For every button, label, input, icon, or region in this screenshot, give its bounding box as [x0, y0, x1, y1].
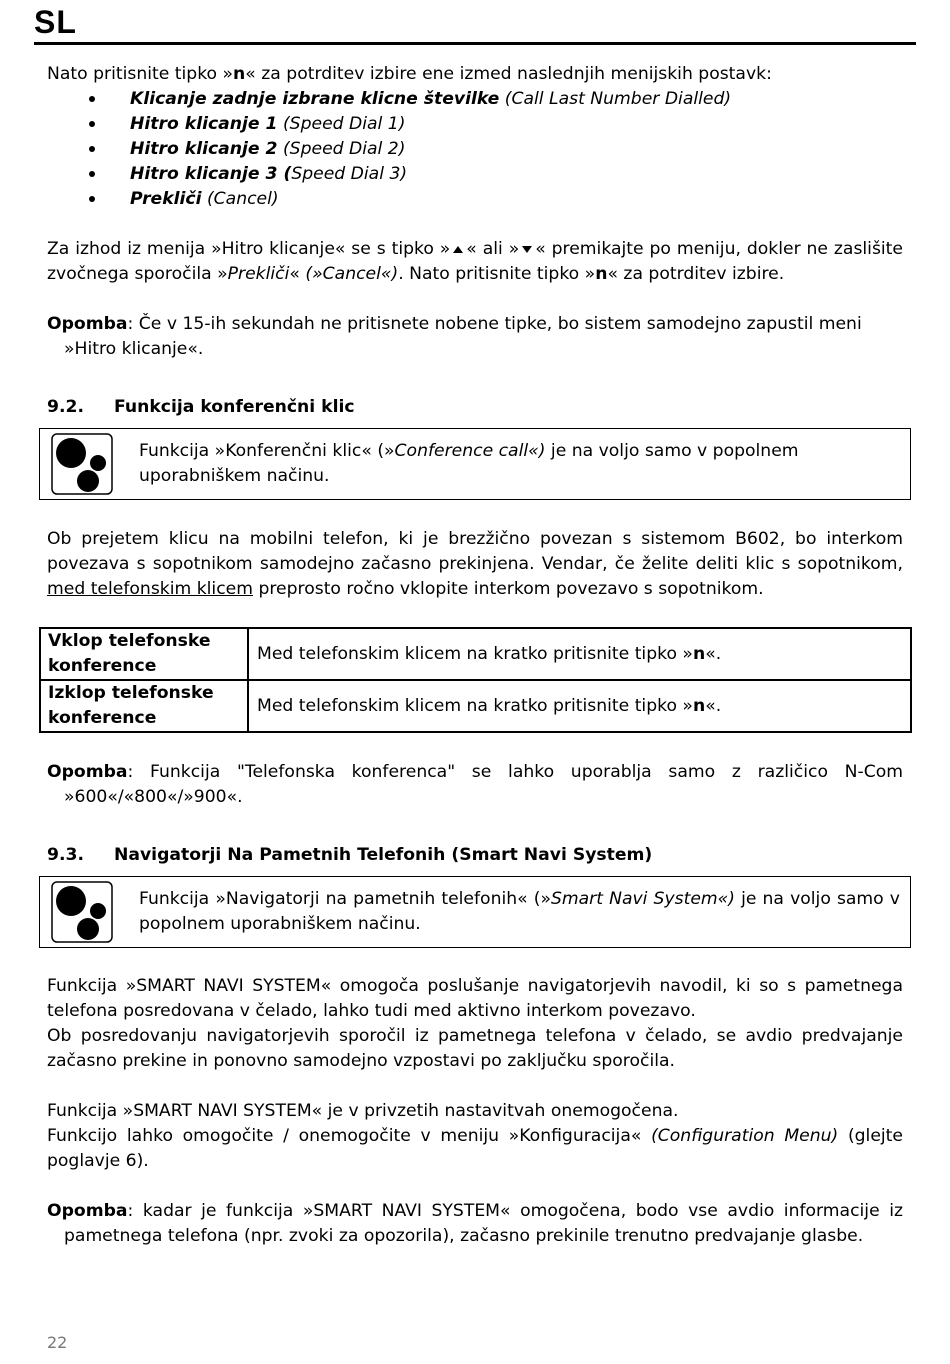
info-box-text: Funkcija »Konferenčni klic« (»Conference call«) je na voljo samo v popolnem uporabniškem načinu.: [139, 441, 799, 486]
info-box-text: Funkcija »Navigatorji na pametnih telefonih« (»Smart Navi System«) je na voljo samo v popolnem uporabniškem načinu.: [139, 889, 900, 934]
list-item: Hitro klicanje 1 (Speed Dial 1): [47, 112, 903, 137]
table-label-cell: Vklop telefonske konference: [40, 628, 248, 680]
section-title: Navigatorji Na Pametnih Telefonih (Smart Navi System): [114, 845, 653, 865]
note-label: Opomba: [47, 762, 128, 782]
page-content: [47, 62, 903, 1249]
triangle-up-icon: [453, 246, 463, 253]
smart-navi-paragraph-1: Funkcija »SMART NAVI SYSTEM« omogoča poslušanje navigatorjevih navodil, ki so s pametnega telefona posredovana v čelado, lahko tudi med aktivno interkom povezavo.: [47, 976, 903, 1021]
three-buttons-icon: [51, 433, 113, 495]
table-row: [40, 628, 911, 680]
header-rule: [34, 42, 916, 45]
smart-navi-paragraph-3: Funkcija »SMART NAVI SYSTEM« je v privzetih nastavitvah onemogočena.: [47, 1101, 679, 1121]
three-buttons-icon: [51, 881, 113, 943]
list-item: Prekliči (Cancel): [47, 187, 903, 212]
table-value-cell: Med telefonskim klicem na kratko pritisnite tipko »n«.: [248, 680, 911, 732]
conference-paragraph: Ob prejetem klicu na mobilni telefon, ki je brezžično povezan s sistemom B602, bo interkom povezava s sopotnikom samodejno začasno prekinjena. Vendar, če želite deliti klic s sopotnikom, med telefonskim klicem preprosto ročno vklopite interkom povezavo s sopotnikom.: [47, 529, 903, 599]
exit-menu-paragraph: Za izhod iz menija »Hitro klicanje« se s tipko » « ali » « premikajte po meniju, dokler ne zaslišite zvočnega sporočila »Prekliči« (»Cancel«). Nato pritisnite tipko »n« za potrditev izbire.: [47, 239, 903, 284]
smart-navi-paragraph-4: Funkcijo lahko omogočite / onemogočite v meniju »Konfiguracija« (Configuration Menu) (glejte poglavje 6).: [47, 1126, 903, 1171]
list-item: Klicanje zadnje izbrane klicne številke (Call Last Number Dialled): [47, 87, 903, 112]
section-title: Funkcija konferenčni klic: [114, 397, 355, 417]
list-item: Hitro klicanje 3 (Speed Dial 3): [47, 162, 903, 187]
page-number: 22: [47, 1333, 68, 1352]
conference-controls-table: [39, 627, 912, 733]
table-label-cell: Izklop telefonske konference: [40, 680, 248, 732]
section-heading-9-3: [47, 843, 903, 868]
list-item: Hitro klicanje 2 (Speed Dial 2): [47, 137, 903, 162]
language-code: SL: [34, 4, 77, 40]
smart-navi-paragraph-2: Ob posredovanju navigatorjevih sporočil iz pametnega telefona v čelado, se avdio predvajanje začasno prekine in ponovno samodejno vzpostavi po zaključku sporočila.: [47, 1026, 903, 1071]
table-row: [40, 680, 911, 732]
note-speed-dial: Opomba: Če v 15-ih sekundah ne pritisnete nobene tipke, bo sistem samodejno zapustil meni »Hitro klicanje«.: [47, 314, 862, 359]
note-label: Opomba: [47, 314, 128, 334]
section-heading-9-2: [47, 395, 903, 420]
note-smart-navi: Opomba: kadar je funkcija »SMART NAVI SYSTEM« omogočena, bodo vse avdio informacije iz pametnega telefona (npr. zvoki za opozorila), začasno prekinile trenutno predvajanje glasbe.: [47, 1201, 903, 1246]
section-number: 9.3.: [47, 845, 84, 865]
triangle-down-icon: [522, 246, 532, 253]
note-label: Opomba: [47, 1201, 128, 1221]
intro-paragraph: [47, 62, 903, 87]
intro-text-end: « za potrditev izbire ene izmed naslednjih menijskih postavk:: [245, 64, 772, 84]
info-box-smart-navi: [39, 876, 911, 948]
table-value-cell: Med telefonskim klicem na kratko pritisnite tipko »n«.: [248, 628, 911, 680]
menu-item-list: [47, 87, 903, 212]
section-number: 9.2.: [47, 397, 84, 417]
key-n: n: [233, 64, 246, 84]
note-conference: Opomba: Funkcija "Telefonska konferenca" se lahko uporablja samo z različico N-Com »600«/«800«/»900«.: [47, 762, 903, 807]
intro-text: Nato pritisnite tipko »: [47, 64, 234, 84]
info-box-conference: [39, 428, 911, 500]
